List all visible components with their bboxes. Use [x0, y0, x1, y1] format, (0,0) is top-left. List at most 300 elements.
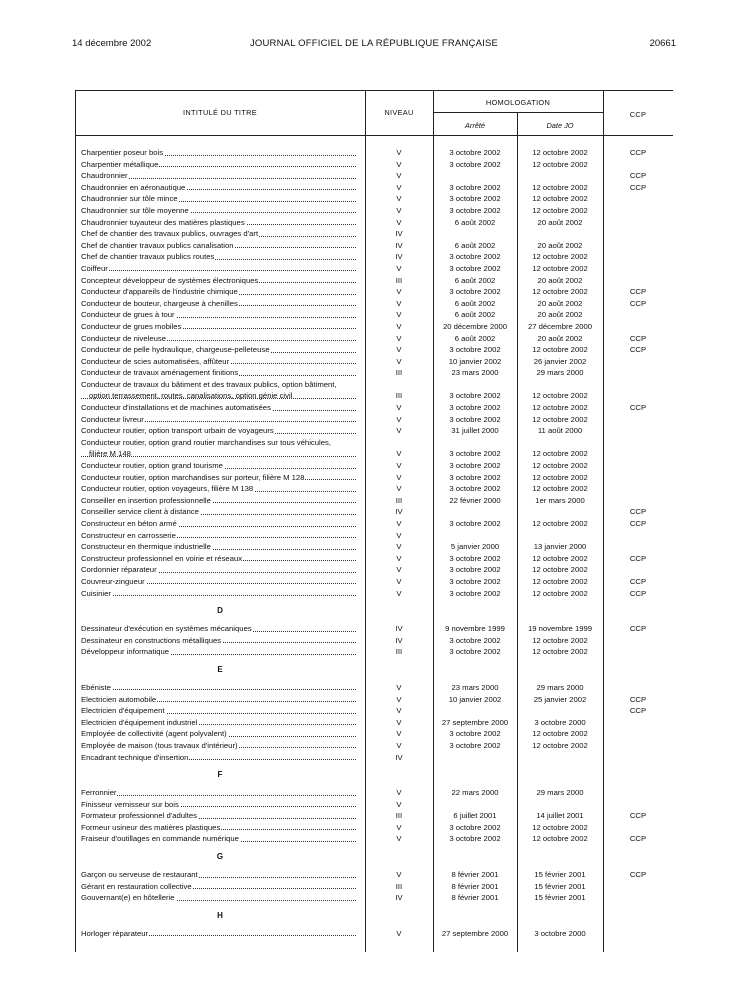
niveau-cell: V — [396, 928, 402, 938]
niveau-cell: IV — [395, 752, 403, 762]
table-row — [75, 170, 673, 182]
title-cell — [81, 367, 361, 379]
title-cell — [81, 518, 361, 530]
title-cell — [81, 495, 361, 507]
arrete-cell: 6 août 2002 — [454, 217, 496, 227]
section-letter: G — [216, 852, 224, 862]
table-row — [75, 518, 673, 530]
title-text: Conducteur de travaux du bâtiment et des travaux publics, option bâtiment, — [81, 379, 337, 389]
niveau-cell: V — [396, 287, 402, 297]
arrete-cell: 3 octobre 2002 — [449, 159, 501, 169]
table-row — [75, 333, 673, 345]
title-cell — [81, 425, 361, 437]
title-text: Conducteur de scies automatisées, affûteur — [81, 356, 230, 366]
title-text: Electricien d'équipement industriel — [81, 717, 198, 727]
title-cell — [81, 483, 361, 495]
title-text: Conducteur d'appareils de l'industrie chimique — [81, 287, 238, 297]
table-row — [75, 182, 673, 194]
title-text: Electricien d'équipement — [81, 706, 165, 716]
table-row — [75, 495, 673, 507]
header-bottom-rule — [75, 135, 673, 136]
arrete-cell: 3 octobre 2002 — [449, 822, 501, 832]
title-cell — [81, 286, 361, 298]
title-cell — [81, 810, 361, 822]
title-text: Constructeur en thermique industrielle — [81, 542, 211, 552]
arrete-cell: 3 octobre 2002 — [449, 345, 501, 355]
niveau-cell: III — [395, 275, 403, 285]
arrete-cell: 6 août 2002 — [454, 240, 496, 250]
homologation-table — [75, 90, 673, 952]
table-border-top — [75, 90, 673, 91]
table-row — [75, 251, 673, 263]
ccp-cell: CCP — [629, 182, 647, 192]
niveau-cell: V — [396, 472, 402, 482]
table-row — [75, 623, 673, 635]
table-row — [75, 705, 673, 717]
niveau-cell: V — [396, 148, 402, 157]
arrete-cell: 6 août 2002 — [454, 310, 496, 320]
title-cell — [81, 646, 361, 658]
title-text: Charpentier métallique — [81, 159, 159, 169]
arrete-cell: 6 juillet 2001 — [453, 811, 497, 821]
arrete-cell: 3 octobre 2002 — [449, 205, 501, 215]
header-divider — [433, 112, 603, 113]
arrete-cell: 3 octobre 2002 — [449, 588, 501, 598]
section-letter: E — [217, 664, 223, 674]
niveau-cell: IV — [395, 635, 403, 645]
title-cell — [81, 682, 361, 694]
title-text: Employée de maison (tous travaux d'intérieur) — [81, 740, 238, 750]
table-row — [75, 717, 673, 729]
arrete-cell: 8 février 2001 — [451, 893, 499, 903]
date-jo-cell: 14 juillet 2001 — [536, 811, 584, 821]
title-cell — [81, 356, 361, 368]
niveau-cell: V — [396, 740, 402, 750]
date-jo-cell: 12 octobre 2002 — [532, 194, 588, 204]
arrete-cell: 27 septembre 2000 — [441, 717, 509, 727]
niveau-cell: V — [396, 298, 402, 308]
title-cell — [81, 170, 361, 182]
niveau-cell: V — [396, 576, 402, 586]
niveau-cell: V — [396, 729, 402, 739]
title-text: Chaudronnier sur tôle mince — [81, 194, 178, 204]
niveau-cell: V — [396, 321, 402, 331]
title-text: Concepteur développeur de systèmes électroniques — [81, 275, 259, 285]
arrete-cell: 3 octobre 2002 — [449, 553, 501, 563]
arrete-cell: 3 octobre 2002 — [449, 576, 501, 586]
title-cell — [81, 402, 361, 414]
date-jo-cell: 15 février 2001 — [534, 881, 586, 891]
arrete-cell: 31 juillet 2000 — [451, 426, 499, 436]
niveau-cell: V — [396, 553, 402, 563]
date-jo-cell: 12 octobre 2002 — [532, 148, 588, 157]
section-letter: H — [217, 910, 223, 920]
title-cell — [81, 869, 361, 881]
arrete-cell: 5 janvier 2000 — [450, 542, 500, 552]
table-row — [75, 553, 673, 565]
title-cell — [81, 437, 361, 460]
title-cell — [81, 752, 361, 764]
niveau-cell: V — [396, 788, 402, 798]
title-cell — [81, 728, 361, 740]
arrete-cell: 3 octobre 2002 — [449, 740, 501, 750]
arrete-cell: 3 octobre 2002 — [449, 449, 501, 459]
niveau-cell: V — [396, 310, 402, 320]
niveau-cell: V — [396, 263, 402, 273]
title-cell — [81, 472, 361, 484]
title-text: Fraiseur d'outillages en commande numérique — [81, 834, 239, 844]
ccp-cell: CCP — [629, 171, 647, 181]
niveau-cell: IV — [395, 252, 403, 262]
title-cell — [81, 275, 361, 287]
niveau-cell: V — [396, 403, 402, 413]
col-header-niveau: NIVEAU — [384, 108, 414, 117]
date-jo-cell: 12 octobre 2002 — [532, 635, 588, 645]
page-number: 20661 — [649, 38, 676, 49]
niveau-cell: III — [395, 368, 403, 378]
ccp-cell: CCP — [629, 694, 647, 704]
arrete-cell: 3 octobre 2002 — [449, 635, 501, 645]
niveau-cell: V — [396, 799, 402, 809]
arrete-cell: 10 janvier 2002 — [448, 694, 502, 704]
section-heading — [75, 904, 673, 928]
header-date: 14 décembre 2002 — [72, 38, 152, 49]
title-text: Chaudronnier — [81, 171, 128, 181]
table-row — [75, 228, 673, 240]
table-row — [75, 402, 673, 414]
ccp-cell: CCP — [629, 519, 647, 528]
title-text: Conducteur de bouteur, chargeuse à chenilles — [81, 298, 238, 308]
date-jo-cell: 20 août 2002 — [537, 333, 583, 343]
title-cell — [81, 787, 361, 799]
table-row — [75, 193, 673, 205]
arrete-cell: 3 octobre 2002 — [449, 182, 501, 192]
ccp-cell: CCP — [629, 287, 647, 297]
niveau-cell: V — [396, 530, 402, 540]
niveau-cell: V — [396, 834, 402, 844]
title-text: Formeur usineur des matières plastiques — [81, 822, 221, 832]
title-cell — [81, 799, 361, 811]
niveau-cell: V — [396, 171, 402, 181]
ccp-cell: CCP — [629, 403, 647, 413]
date-jo-cell: 12 octobre 2002 — [532, 822, 588, 832]
niveau-cell: V — [396, 414, 402, 424]
page-header — [72, 38, 676, 52]
niveau-cell: III — [395, 881, 403, 891]
date-jo-cell: 27 décembre 2000 — [527, 321, 593, 331]
title-text: Encadrant technique d'insertion — [81, 752, 189, 762]
date-jo-cell: 20 août 2002 — [537, 310, 583, 320]
table-row — [75, 147, 673, 159]
arrete-cell: 3 octobre 2002 — [449, 461, 501, 471]
table-row — [75, 437, 673, 460]
ccp-cell: CCP — [629, 298, 647, 308]
title-text: Horloger réparateur — [81, 928, 149, 938]
table-row — [75, 810, 673, 822]
title-text: Constructeur professionnel en voirie et réseaux — [81, 553, 243, 563]
arrete-cell: 3 octobre 2002 — [449, 647, 501, 657]
table-row — [75, 263, 673, 275]
table-row — [75, 275, 673, 287]
ccp-cell: CCP — [629, 624, 647, 634]
date-jo-cell: 12 octobre 2002 — [532, 345, 588, 355]
niveau-cell: IV — [395, 507, 403, 517]
table-row — [75, 483, 673, 495]
title-cell — [81, 298, 361, 310]
title-text: Chef de chantier des travaux publics, ouvrages d'art — [81, 229, 259, 239]
col-header-ccp: CCP — [629, 110, 647, 119]
title-text: Chaudronnier sur tôle moyenne — [81, 205, 189, 215]
table-row — [75, 728, 673, 740]
table-row — [75, 379, 673, 402]
title-cell — [81, 928, 361, 940]
title-text: Employée de collectivité (agent polyvalent) — [81, 729, 227, 739]
date-jo-cell: 12 octobre 2002 — [532, 565, 588, 575]
title-cell — [81, 240, 361, 252]
col-header-arrete: Arrêté — [464, 121, 486, 130]
date-jo-cell: 20 août 2002 — [537, 298, 583, 308]
arrete-cell: 3 octobre 2002 — [449, 519, 501, 528]
table-row — [75, 541, 673, 553]
niveau-cell: III — [395, 811, 403, 821]
table-row — [75, 425, 673, 437]
title-text: Cuisinier — [81, 588, 111, 598]
ccp-cell: CCP — [629, 507, 647, 517]
arrete-cell: 3 octobre 2002 — [449, 472, 501, 482]
table-row — [75, 460, 673, 472]
title-cell — [81, 379, 361, 402]
ccp-cell: CCP — [629, 553, 647, 563]
title-cell — [81, 740, 361, 752]
arrete-cell: 3 octobre 2002 — [449, 729, 501, 739]
niveau-cell: V — [396, 822, 402, 832]
date-jo-cell: 12 octobre 2002 — [532, 403, 588, 413]
title-text: Conducteur de grues à tour — [81, 310, 175, 320]
table-row — [75, 881, 673, 893]
niveau-cell: IV — [395, 229, 403, 239]
arrete-cell: 8 février 2001 — [451, 881, 499, 891]
title-cell — [81, 344, 361, 356]
title-cell — [81, 822, 361, 834]
table-row — [75, 472, 673, 484]
section-letter: D — [217, 606, 223, 616]
title-text: Conducteur routier, option transport urbain de voyageurs — [81, 426, 274, 436]
arrete-cell: 3 octobre 2002 — [449, 263, 501, 273]
title-text-continued: option terrassement, routes, canalisations, option génie civil — [89, 391, 293, 401]
table-row — [75, 869, 673, 881]
table-row — [75, 928, 673, 940]
table-row — [75, 414, 673, 426]
date-jo-cell: 12 octobre 2002 — [532, 472, 588, 482]
niveau-cell: V — [396, 449, 402, 459]
arrete-cell: 3 octobre 2002 — [449, 287, 501, 297]
table-row — [75, 635, 673, 647]
title-text: Conducteur de pelle hydraulique, chargeuse-pelleteuse — [81, 345, 270, 355]
niveau-cell: V — [396, 194, 402, 204]
niveau-cell: IV — [395, 893, 403, 903]
arrete-cell: 8 février 2001 — [451, 870, 499, 880]
niveau-cell: V — [396, 182, 402, 192]
ccp-cell: CCP — [629, 870, 647, 880]
title-cell — [81, 321, 361, 333]
date-jo-cell: 13 janvier 2000 — [533, 542, 587, 552]
title-cell — [81, 460, 361, 472]
niveau-cell: V — [396, 542, 402, 552]
niveau-cell: V — [396, 565, 402, 575]
date-jo-cell: 12 octobre 2002 — [532, 449, 588, 459]
title-cell — [81, 159, 361, 171]
arrete-cell: 3 octobre 2002 — [449, 414, 501, 424]
title-cell — [81, 892, 361, 904]
title-cell — [81, 530, 361, 542]
title-cell — [81, 228, 361, 240]
niveau-cell: V — [396, 159, 402, 169]
journal-title: JOURNAL OFFICIEL DE LA RÉPUBLIQUE FRANÇAISE — [249, 38, 499, 49]
arrete-cell: 3 octobre 2002 — [449, 391, 501, 401]
date-jo-cell: 12 octobre 2002 — [532, 647, 588, 657]
date-jo-cell: 3 octobre 2000 — [534, 717, 586, 727]
arrete-cell: 3 octobre 2002 — [449, 484, 501, 494]
title-text: Conseiller en insertion professionnelle — [81, 495, 211, 505]
niveau-cell: V — [396, 356, 402, 366]
title-cell — [81, 833, 361, 845]
title-text: Chaudronnier tuyauteur des matières plastiques — [81, 217, 245, 227]
date-jo-cell: 20 août 2002 — [537, 217, 583, 227]
arrete-cell: 23 mars 2000 — [451, 368, 499, 378]
table-row — [75, 646, 673, 658]
niveau-cell: V — [396, 588, 402, 598]
title-text: Chaudronnier en aéronautique — [81, 182, 186, 192]
section-letter: F — [217, 770, 223, 780]
date-jo-cell: 20 août 2002 — [537, 275, 583, 285]
arrete-cell: 3 octobre 2002 — [449, 834, 501, 844]
arrete-cell: 10 janvier 2002 — [448, 356, 502, 366]
table-row — [75, 799, 673, 811]
niveau-cell: V — [396, 870, 402, 880]
col-header-title: INTITULÉ DU TITRE — [183, 108, 257, 117]
title-cell — [81, 309, 361, 321]
table-row — [75, 892, 673, 904]
table-row — [75, 367, 673, 379]
title-cell — [81, 506, 361, 518]
date-jo-cell: 20 août 2002 — [537, 240, 583, 250]
title-text: Garçon ou serveuse de restaurant — [81, 870, 198, 880]
table-row — [75, 217, 673, 229]
col-header-date-jo: Date JO — [546, 121, 574, 130]
niveau-cell: III — [395, 647, 403, 657]
title-cell — [81, 414, 361, 426]
arrete-cell: 22 février 2000 — [449, 495, 501, 505]
title-cell — [81, 182, 361, 194]
ccp-cell: CCP — [629, 345, 647, 355]
title-cell — [81, 881, 361, 893]
title-text: Constructeur en carrosserie — [81, 530, 176, 540]
table-row — [75, 682, 673, 694]
title-text: Couvreur-zingueur — [81, 576, 145, 586]
arrete-cell: 22 mars 2000 — [451, 788, 499, 798]
ccp-cell: CCP — [629, 148, 647, 157]
arrete-cell: 9 novembre 1999 — [445, 624, 505, 634]
niveau-cell: V — [396, 205, 402, 215]
date-jo-cell: 12 octobre 2002 — [532, 576, 588, 586]
date-jo-cell: 1er mars 2000 — [535, 495, 585, 505]
date-jo-cell: 12 octobre 2002 — [532, 553, 588, 563]
section-heading — [75, 599, 673, 623]
title-cell — [81, 541, 361, 553]
title-text: Cordonnier réparateur — [81, 565, 157, 575]
niveau-cell: V — [396, 694, 402, 704]
title-text: Conducteur routier, option voyageurs, filière M 138 — [81, 484, 254, 494]
title-cell — [81, 694, 361, 706]
table-row — [75, 564, 673, 576]
title-cell — [81, 576, 361, 588]
date-jo-cell: 29 mars 2000 — [536, 788, 584, 798]
title-text: Gouvernant(e) en hôtellerie — [81, 893, 175, 903]
arrete-cell: 3 octobre 2002 — [449, 194, 501, 204]
date-jo-cell: 12 octobre 2002 — [532, 287, 588, 297]
niveau-cell: V — [396, 484, 402, 494]
ccp-cell: CCP — [629, 333, 647, 343]
arrete-cell: 23 mars 2000 — [451, 682, 499, 692]
title-text: Conducteur de grues mobiles — [81, 321, 182, 331]
date-jo-cell: 12 octobre 2002 — [532, 740, 588, 750]
title-text: Ebéniste — [81, 682, 111, 692]
arrete-cell: 3 octobre 2002 — [449, 148, 501, 157]
table-row — [75, 833, 673, 845]
ccp-cell: CCP — [629, 576, 647, 586]
date-jo-cell: 12 octobre 2002 — [532, 461, 588, 471]
arrete-cell: 3 octobre 2002 — [449, 403, 501, 413]
title-text: Conducteur routier, option grand routier marchandises sur tous véhicules, — [81, 437, 331, 447]
table-row — [75, 752, 673, 764]
date-jo-cell: 3 octobre 2000 — [534, 928, 586, 938]
arrete-cell: 3 octobre 2002 — [449, 565, 501, 575]
title-cell — [81, 564, 361, 576]
arrete-cell: 6 août 2002 — [454, 333, 496, 343]
col-header-homologation: HOMOLOGATION — [485, 98, 551, 107]
date-jo-cell: 25 janvier 2002 — [533, 694, 587, 704]
table-row — [75, 530, 673, 542]
date-jo-cell: 12 octobre 2002 — [532, 252, 588, 262]
niveau-cell: V — [396, 333, 402, 343]
date-jo-cell: 12 octobre 2002 — [532, 159, 588, 169]
date-jo-cell: 12 octobre 2002 — [532, 391, 588, 401]
title-cell — [81, 217, 361, 229]
ccp-cell: CCP — [629, 706, 647, 716]
title-cell — [81, 263, 361, 275]
table-row — [75, 286, 673, 298]
table-row — [75, 356, 673, 368]
arrete-cell: 6 août 2002 — [454, 275, 496, 285]
table-row — [75, 344, 673, 356]
title-text: Gérant en restauration collective — [81, 881, 192, 891]
table-body — [75, 147, 673, 939]
date-jo-cell: 19 novembre 1999 — [527, 624, 593, 634]
title-text: Finisseur vernisseur sur bois — [81, 799, 179, 809]
title-text: Charpentier poseur bois — [81, 148, 164, 157]
date-jo-cell: 11 août 2000 — [537, 426, 583, 436]
section-heading — [75, 763, 673, 787]
table-row — [75, 588, 673, 600]
arrete-cell: 6 août 2002 — [454, 298, 496, 308]
table-row — [75, 309, 673, 321]
title-cell — [81, 553, 361, 565]
date-jo-cell: 12 octobre 2002 — [532, 588, 588, 598]
title-text: Conducteur de travaux aménagement finitions — [81, 368, 239, 378]
table-row — [75, 240, 673, 252]
title-text: Dessinateur d'exécution en systèmes mécaniques — [81, 624, 252, 634]
title-text: Conducteur de niveleuse — [81, 333, 167, 343]
